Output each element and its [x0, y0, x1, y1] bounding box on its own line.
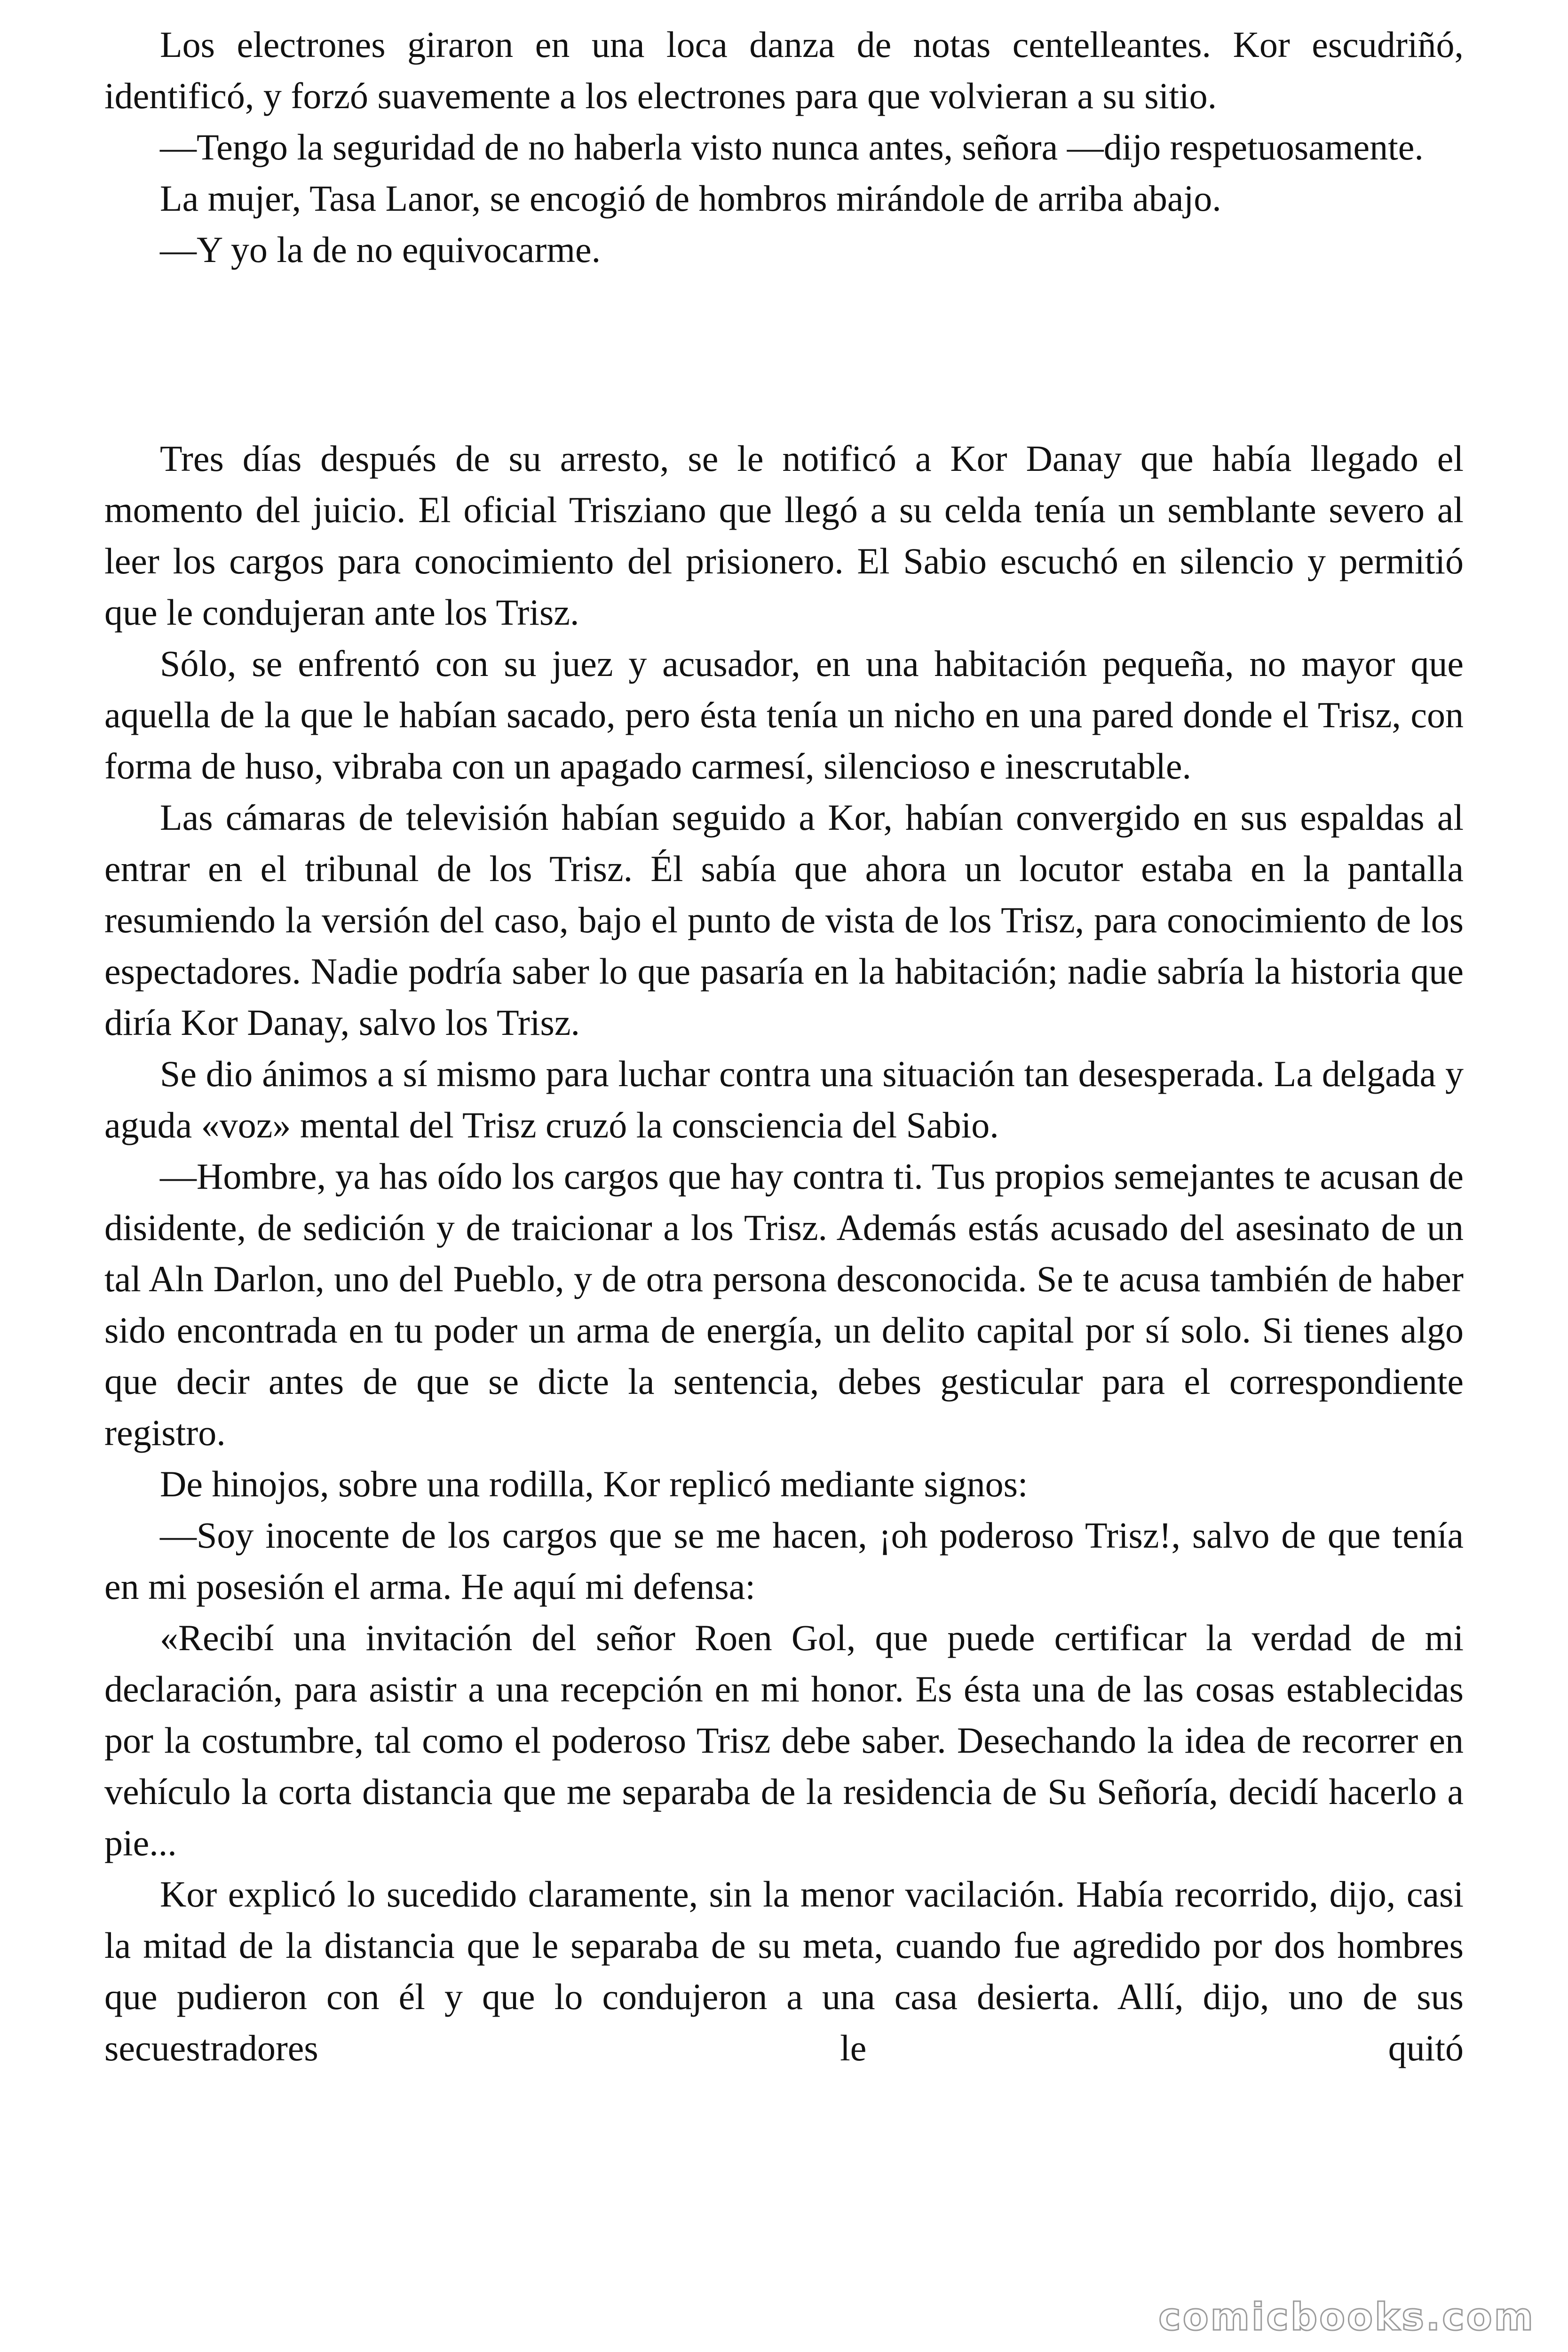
paragraph: Las cámaras de televisión habían seguido a Kor, habían convergido en sus espaldas al entrar en el tribunal de los Trisz. Él sabía que ahora un locutor estaba en la pantalla resumiendo la versión del caso, bajo el punto de vista de los Trisz, para conocimiento de los espectadores. Nadie podría saber lo que pasaría en la habitación; nadie sabría la historia que diría Kor Danay, salvo los Trisz. [104, 797, 1464, 1043]
paragraph: De hinojos, sobre una rodilla, Kor replicó mediante signos: [160, 1463, 1028, 1504]
paragraph: Los electrones giraron en una loca danza de notas centelleantes. Kor escudriñó, identificó, y forzó suavemente a los electrones para que volvieran a su sitio. [104, 24, 1464, 116]
paragraph: La mujer, Tasa Lanor, se encogió de hombros mirándole de arriba abajo. [160, 178, 1221, 219]
paragraph: —Y yo la de no equivocarme. [160, 229, 601, 270]
paragraph: Se dio ánimos a sí mismo para luchar contra una situación tan desesperada. La delgada y aguda «voz» mental del Trisz cruzó la consciencia del Sabio. [104, 1053, 1464, 1145]
section-1 [104, 19, 1464, 275]
section-break [104, 275, 1464, 433]
paragraph: —Hombre, ya has oído los cargos que hay contra ti. Tus propios semejantes te acusan de disidente, de sedición y de traicionar a los Trisz. Además estás acusado del asesinato de un tal Aln Darlon, uno del Pueblo, y de otra persona desconocida. Se te acusa también de haber sido encontrada en tu poder un arma de energía, un delito capital por sí solo. Si tienes algo que decir antes de que se dicte la sentencia, debes gesticular para el correspondiente registro. [104, 1156, 1464, 1453]
paragraph: Kor explicó lo sucedido claramente, sin la menor vacilación. Había recorrido, dijo, casi la mitad de la distancia que le separaba de su meta, cuando fue agredido por dos hombres que pudieron con él y que lo condujeron a una casa desierta. Allí, dijo, uno de sus secuestradores le quitó [104, 1874, 1464, 2068]
book-page [104, 19, 1464, 2074]
watermark: comicbooks.com [1158, 2295, 1535, 2339]
paragraph: —Tengo la seguridad de no haberla visto nunca antes, señora —dijo respetuosamente. [160, 127, 1424, 167]
paragraph: «Recibí una invitación del señor Roen Gol, que puede certificar la verdad de mi declaración, para asistir a una recepción en mi honor. Es ésta una de las cosas establecidas por la costumbre, tal como el poderoso Trisz debe saber. Desechando la idea de recorrer en vehículo la corta distancia que me separaba de la residencia de Su Señoría, decidí hacerlo a pie... [104, 1617, 1464, 1863]
paragraph: Sólo, se enfrentó con su juez y acusador, en una habitación pequeña, no mayor que aquella de la que le habían sacado, pero ésta tenía un nicho en una pared donde el Trisz, con forma de huso, vibraba con un apagado carmesí, silencioso e inescrutable. [104, 643, 1464, 787]
paragraph: —Soy inocente de los cargos que se me hacen, ¡oh poderoso Trisz!, salvo de que tenía en mi posesión el arma. He aquí mi defensa: [104, 1515, 1464, 1607]
section-2 [104, 433, 1464, 2074]
paragraph: Tres días después de su arresto, se le notificó a Kor Danay que había llegado el momento del juicio. El oficial Trisziano que llegó a su celda tenía un semblante severo al leer los cargos para conocimiento del prisionero. El Sabio escuchó en silencio y permitió que le condujeran ante los Trisz. [104, 438, 1464, 633]
